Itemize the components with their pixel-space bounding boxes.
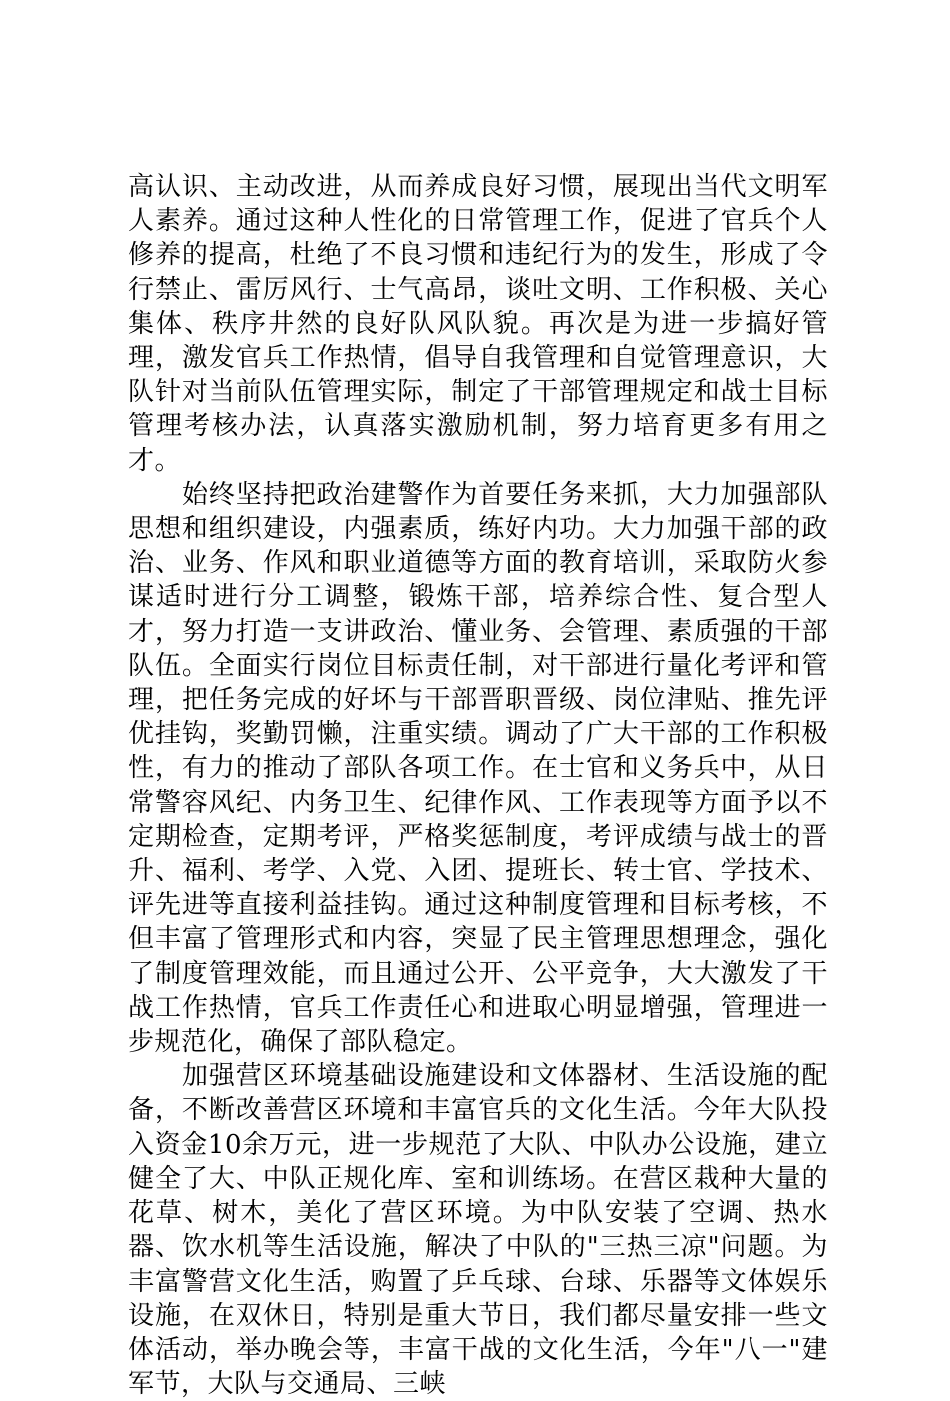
paragraph-2: 始终坚持把政治建警作为首要任务来抓，大力加强部队思想和组织建设，内强素质，练好内功。大力加强干部的政治、业务、作风和职业道德等方面的教育培训，采取防火参谋适时进行分工调整，锻炼干部，培养综合性、复合型人才，努力打造一支讲政治、懂业务、会管理、素质强的干部队伍。全面实行岗位目标责任制，对干部进行量化考评和管理，把任务完成的好坏与干部晋职晋级、岗位津贴、推先评优挂钩，奖勤罚懒，注重实绩。调动了广大干部的工作积极性，有力的推动了部队各项工作。在士官和义务兵中，从日常警容风纪、内务卫生、纪律作风、工作表现等方面予以不定期检查，定期考评，严格奖惩制度，考评成绩与战士的晋升、福利、考学、入党、入团、提班长、转士官、学技术、评先进等直接利益挂钩。通过这种制度管理和目标考核，不但丰富了管理形式和内容，突显了民主管理思想理念，强化了制度管理效能，而且通过公开、公平竞争，大大激发了干战工作热情，官兵工作责任心和进取心明显增强，管理进一步规范化，确保了部队稳定。: [128, 479, 828, 1058]
document-body: [128, 170, 828, 1401]
paragraph-1: 高认识、主动改进，从而养成良好习惯，展现出当代文明军人素养。通过这种人性化的日常管理工作，促进了官兵个人修养的提高，杜绝了不良习惯和违纪行为的发生，形成了令行禁止、雷厉风行、士气高昂，谈吐文明、工作积极、关心集体、秩序井然的良好队风队貌。再次是为进一步搞好管理，激发官兵工作热情，倡导自我管理和自觉管理意识，大队针对当前队伍管理实际，制定了干部管理规定和战士目标管理考核办法，认真落实激励机制，努力培育更多有用之才。: [128, 172, 828, 476]
paragraph-3: 加强营区环境基础设施建设和文体器材、生活设施的配备，不断改善营区环境和丰富官兵的文化生活。今年大队投入资金10余万元，进一步规范了大队、中队办公设施，建立健全了大、中队正规化库、室和训练场。在营区栽种大量的花草、树木，美化了营区环境。为中队安装了空调、热水器、饮水机等生活设施，解决了中队的"三热三凉"问题。为丰富警营文化生活，购置了乒乓球、台球、乐器等文体娱乐设施，在双休日，特别是重大节日，我们都尽量安排一些文体活动，举办晚会等，丰富干战的文化生活，今年"八一"建军节，大队与交通局、三峡: [128, 1061, 828, 1400]
